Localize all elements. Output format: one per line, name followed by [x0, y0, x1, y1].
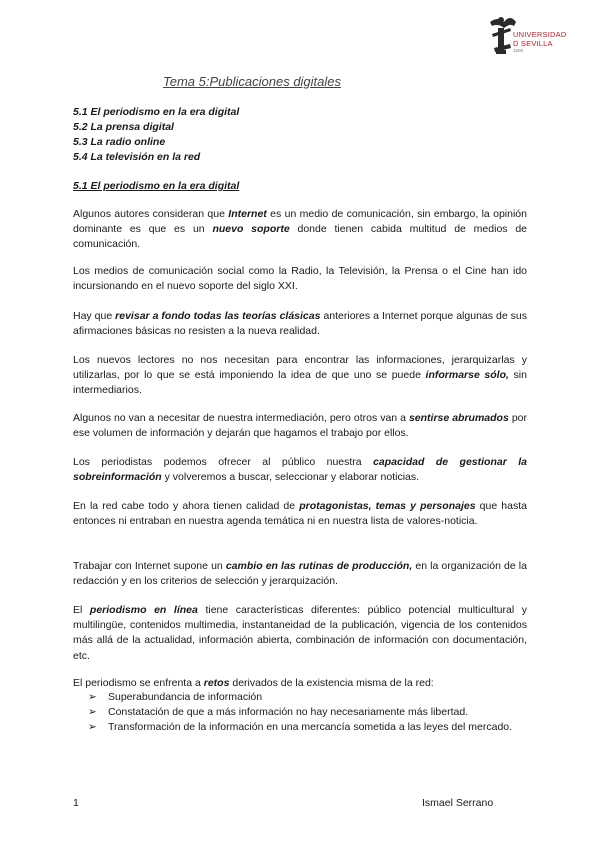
logo-line-1: UNIVERSIDAD	[513, 30, 567, 39]
footer-author: Ismael Serrano	[422, 797, 494, 809]
paragraph-7: En la red cabe todo y ahora tienen calidad de protagonistas, temas y personajes que hasta entonces ni entraban en nuestra agenda temática ni en nuestra lista de valores-noticia.	[73, 500, 527, 528]
page-title: Tema 5:Publicaciones digitales	[163, 74, 342, 89]
toc-item: 5.4 La televisión en la red	[73, 151, 201, 163]
paragraph-9: El periodismo en línea tiene características diferentes: público potencial multicultural y multilingüe, contenidos multimedia, instantaneidad de la publicación, vigencia de los contenidos más allá de la actualidad, información abierta, combinación de información con documentación, etc.	[73, 604, 527, 662]
list-item: ➢ Transformación de la información en una mercancía sometida a las leyes del mercado.	[88, 720, 528, 735]
arrow-bullet-icon: ➢	[88, 691, 97, 703]
paragraph-3: Hay que revisar a fondo todas las teorías clásicas anteriores a Internet porque algunas de sus afirmaciones básicas no resisten a la nueva realidad.	[73, 310, 527, 338]
logo-line-2: D SEVILLA	[513, 39, 553, 48]
section-heading: 5.1 El periodismo en la era digital	[73, 180, 240, 192]
paragraph-8: Trabajar con Internet supone un cambio en las rutinas de producción, en la organización de la redacción y en los criterios de selección y jerarquización.	[73, 560, 527, 588]
table-of-contents	[73, 105, 239, 165]
list-item: ➢ Superabundancia de información	[88, 690, 528, 705]
paragraph-1: Algunos autores consideran que Internet es un medio de comunicación, sin embargo, la opinión dominante es que es un nuevo soporte donde tienen cabida multitud de medios de comunicación.	[73, 208, 528, 251]
page-number: 1	[73, 797, 79, 809]
paragraph-5: Algunos no van a necesitar de nuestra intermediación, pero otros van a sentirse abrumados por ese volumen de información y dejarán que hagamos el trabajo por ellos.	[73, 412, 527, 440]
logo-line-3: 1505	[513, 48, 524, 53]
toc-item: 5.2 La prensa digital	[73, 121, 174, 133]
list-item: ➢ Constatación de que a más información no hay necesariamente más libertad.	[88, 705, 528, 720]
paragraph-6: Los periodistas podemos ofrecer al público nuestra capacidad de gestionar la sobreinformación y volveremos a buscar, seleccionar y elaborar noticias.	[73, 456, 527, 484]
university-logo-text	[513, 30, 566, 54]
toc-item: 5.1 El periodismo en la era digital	[73, 106, 240, 118]
arrow-bullet-icon: ➢	[88, 706, 97, 719]
paragraph-10: El periodismo se enfrenta a retos derivados de la existencia misma de la red:	[73, 677, 434, 689]
paragraph-2: Los medios de comunicación social como la Radio, la Televisión, la Prensa o el Cine han ido incursionando en el nuevo soporte del siglo XXI.	[73, 265, 527, 293]
challenges-list	[88, 690, 528, 736]
arrow-bullet-icon: ➢	[88, 721, 97, 734]
paragraph-4: Los nuevos lectores no nos necesitan para encontrar las informaciones, jerarquizarlas y utilizarlas, por lo que se está imponiendo la idea de que uno se puede informarse sólo, sin intermediarios.	[73, 354, 527, 397]
toc-item: 5.3 La radio online	[73, 136, 166, 148]
